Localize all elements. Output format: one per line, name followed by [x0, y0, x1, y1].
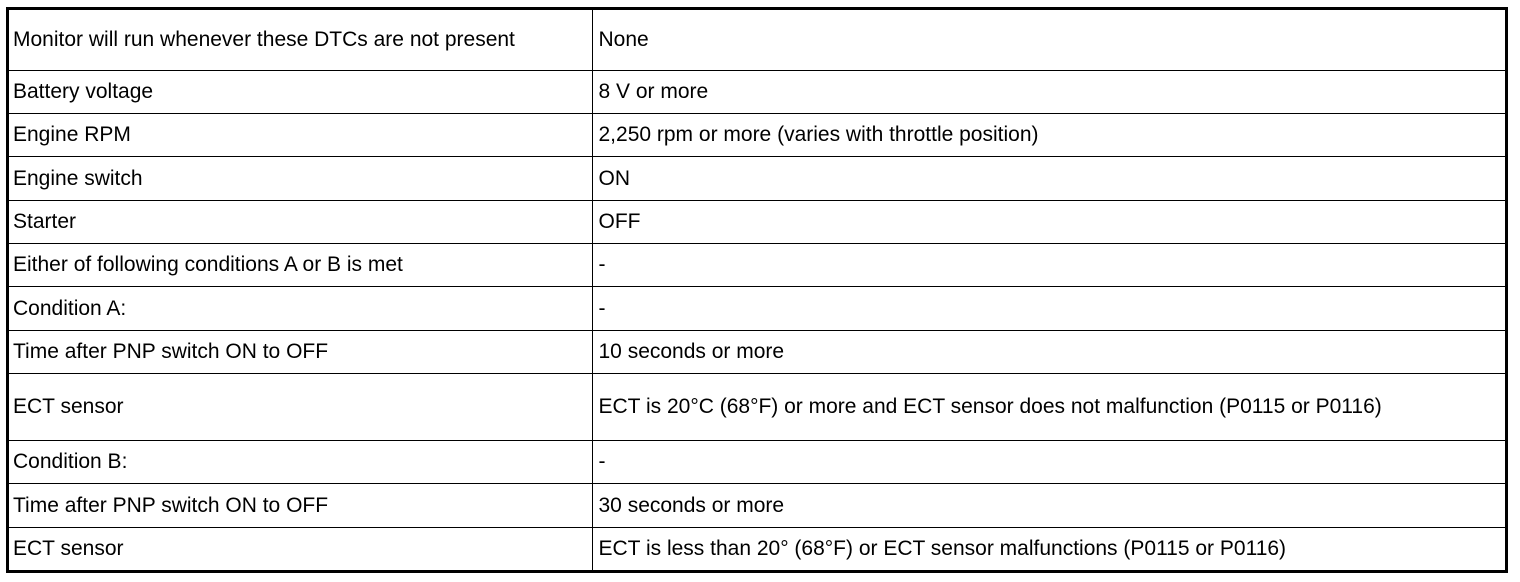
monitor-conditions-table [9, 10, 1505, 570]
table-row [9, 374, 1505, 441]
table-row [9, 484, 1505, 527]
value-cell: None [592, 10, 1505, 70]
table-row [9, 200, 1505, 243]
value-cell: ECT is less than 20° (68°F) or ECT sensor malfunctions (P0115 or P0116) [592, 527, 1505, 570]
value-cell: 30 seconds or more [592, 484, 1505, 527]
value-cell: 10 seconds or more [592, 330, 1505, 373]
table-row [9, 157, 1505, 200]
condition-cell: Battery voltage [9, 70, 592, 113]
table-row [9, 527, 1505, 570]
condition-cell: Starter [9, 200, 592, 243]
condition-cell: Either of following conditions A or B is met [9, 244, 592, 287]
value-cell: ECT is 20°C (68°F) or more and ECT sensor does not malfunction (P0115 or P0116) [592, 374, 1505, 441]
value-cell: - [592, 244, 1505, 287]
value-cell: 2,250 rpm or more (varies with throttle position) [592, 114, 1505, 157]
table-row [9, 10, 1505, 70]
condition-cell: Condition B: [9, 441, 592, 484]
condition-cell: Engine switch [9, 157, 592, 200]
value-cell: OFF [592, 200, 1505, 243]
condition-cell: ECT sensor [9, 527, 592, 570]
condition-cell: Monitor will run whenever these DTCs are not present [9, 10, 592, 70]
value-cell: 8 V or more [592, 70, 1505, 113]
condition-cell: Time after PNP switch ON to OFF [9, 330, 592, 373]
value-cell: - [592, 287, 1505, 330]
table-row [9, 330, 1505, 373]
condition-cell: Time after PNP switch ON to OFF [9, 484, 592, 527]
value-cell: ON [592, 157, 1505, 200]
condition-cell: ECT sensor [9, 374, 592, 441]
value-cell: - [592, 441, 1505, 484]
table-row [9, 287, 1505, 330]
table-row [9, 441, 1505, 484]
condition-cell: Condition A: [9, 287, 592, 330]
table-row [9, 70, 1505, 113]
table-row [9, 114, 1505, 157]
condition-cell: Engine RPM [9, 114, 592, 157]
table-row [9, 244, 1505, 287]
conditions-table-frame [6, 7, 1508, 573]
